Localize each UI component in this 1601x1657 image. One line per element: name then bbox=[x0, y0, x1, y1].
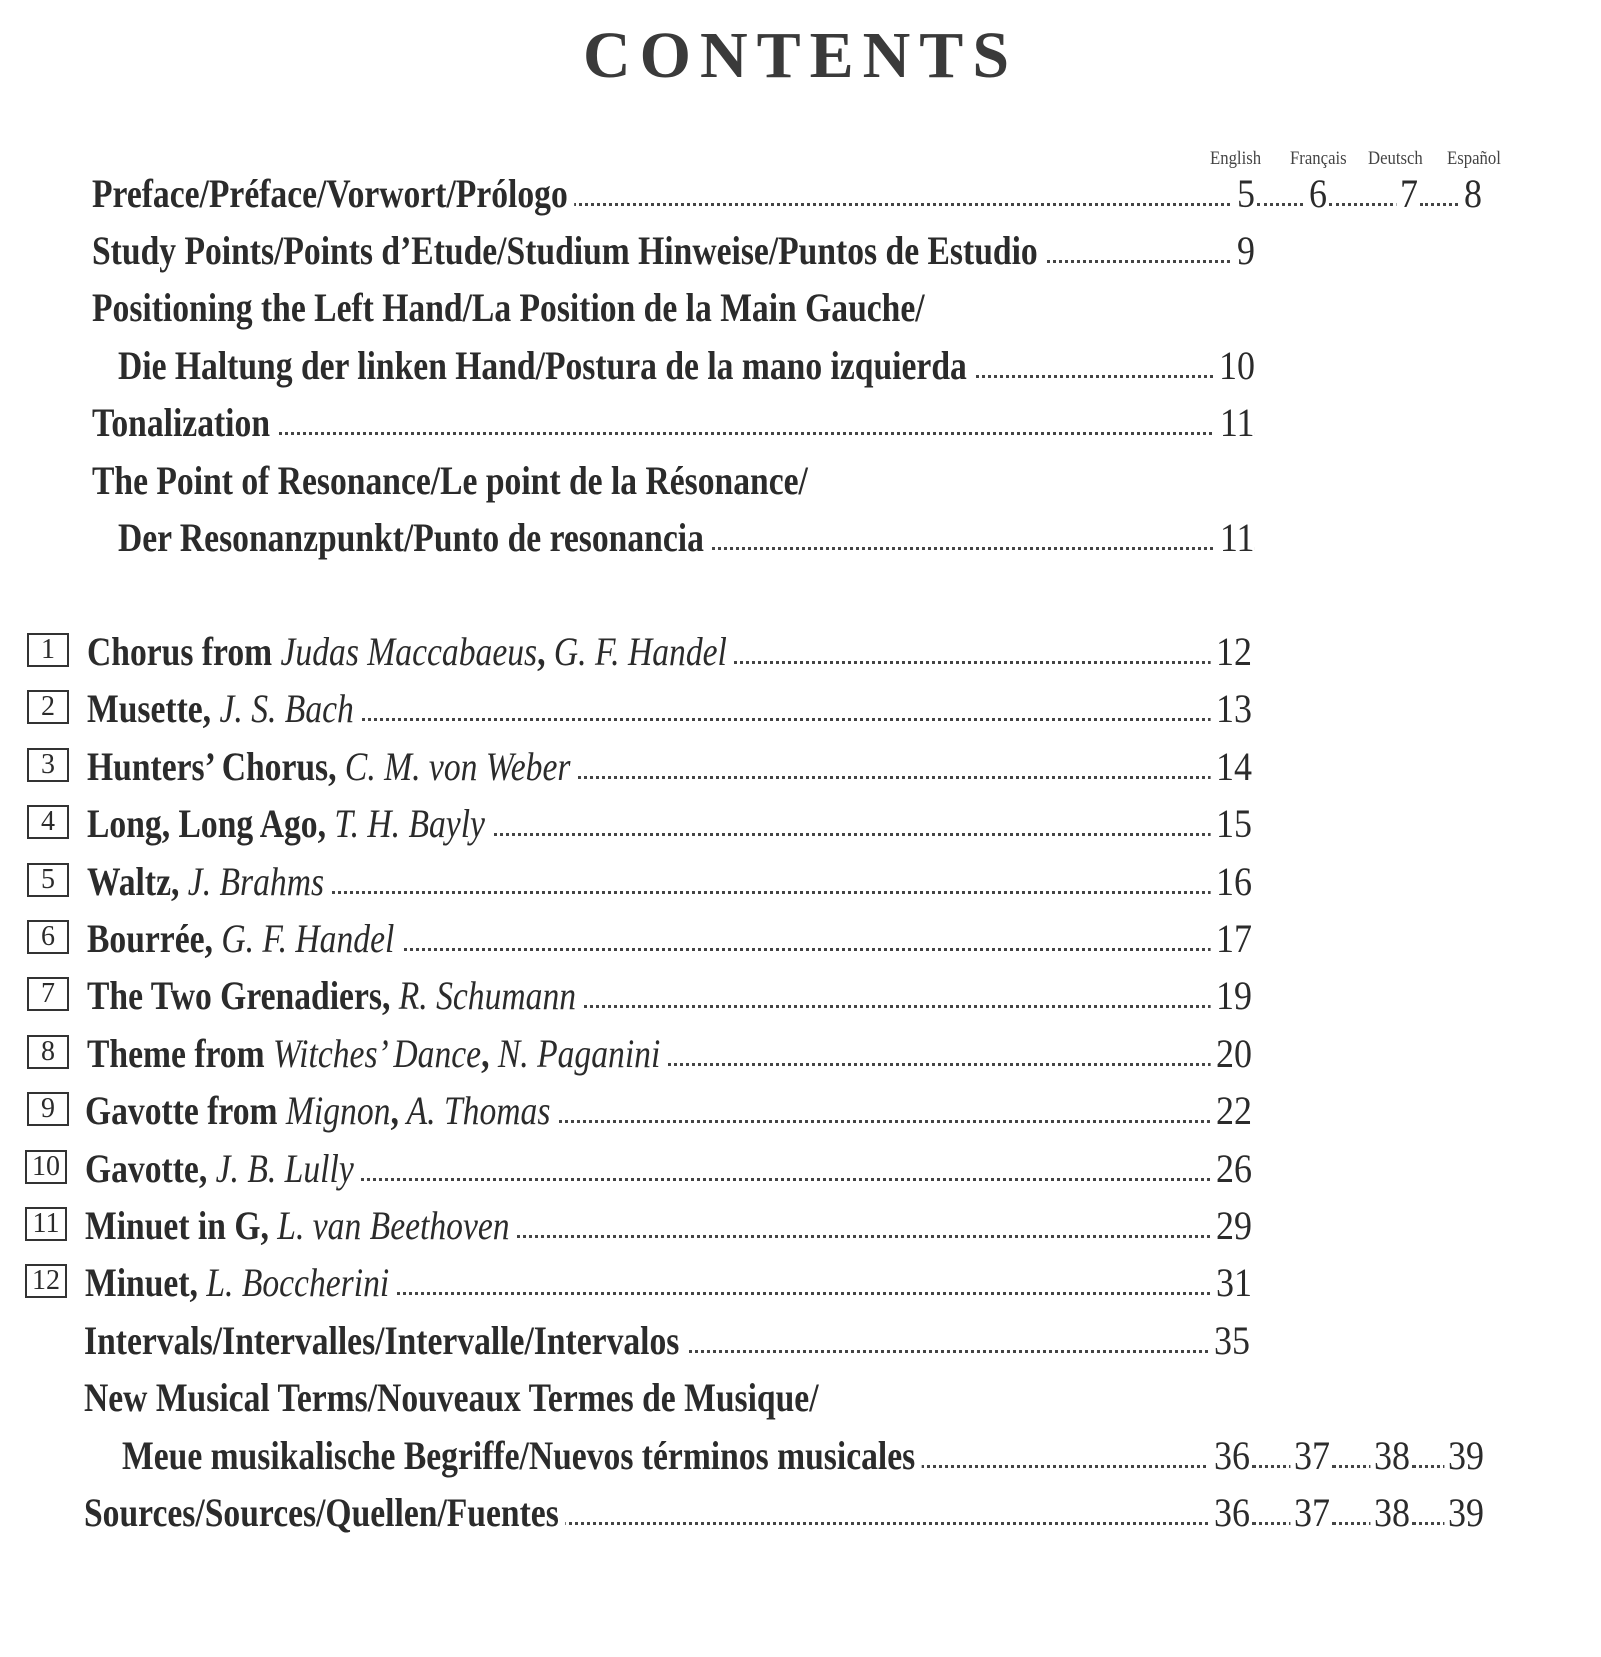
toc-entry-piece[interactable] bbox=[87, 973, 1252, 1019]
entry-title: Tonalization bbox=[92, 400, 271, 445]
toc-entry-piece[interactable] bbox=[87, 744, 1252, 790]
toc-entry-piece[interactable] bbox=[87, 629, 1252, 675]
toc-entry-preface[interactable] bbox=[92, 171, 1255, 217]
entry-title: Intervals/Intervalles/Intervalle/Intervalos bbox=[84, 1318, 680, 1363]
entry-title: New Musical Terms/Nouveaux Termes de Musique/ bbox=[84, 1375, 819, 1420]
piece-number-box: 8 bbox=[27, 1035, 69, 1069]
work-title: Mignon bbox=[285, 1088, 391, 1133]
page-number: 9 bbox=[1232, 228, 1255, 274]
entry-title: Der Resonanzpunkt/Punto de resonancia bbox=[118, 515, 704, 560]
composer-name: G. F. Handel bbox=[545, 629, 727, 674]
piece-title: Theme from bbox=[87, 1031, 274, 1076]
piece-title: Waltz, bbox=[87, 859, 180, 904]
column-header-espanol: Español bbox=[1447, 148, 1501, 169]
piece-title: Minuet in G, bbox=[85, 1203, 269, 1248]
title-comma: , bbox=[481, 1031, 490, 1076]
toc-entry-musical-terms-line2[interactable] bbox=[122, 1433, 1250, 1479]
composer-name: N. Paganini bbox=[489, 1031, 661, 1076]
page-leader-deutsch bbox=[1329, 171, 1418, 217]
entry-title: Preface/Préface/Vorwort/Prólogo bbox=[92, 171, 568, 216]
piece-number-box: 2 bbox=[27, 690, 69, 724]
page-number: 8 bbox=[1460, 171, 1482, 217]
page-number: 7 bbox=[1396, 171, 1418, 217]
page-number: 11 bbox=[1215, 515, 1255, 561]
composer-name: J. S. Bach bbox=[211, 686, 354, 731]
page-leader-francais bbox=[1252, 1490, 1330, 1536]
toc-entry-resonance-line1[interactable] bbox=[92, 458, 1255, 504]
toc-entry-sources[interactable] bbox=[84, 1490, 1250, 1536]
toc-entry-piece[interactable] bbox=[87, 801, 1252, 847]
page-leader-francais bbox=[1257, 171, 1327, 217]
page-number: 15 bbox=[1211, 801, 1252, 847]
toc-entry-tonalization[interactable] bbox=[92, 400, 1255, 446]
toc-entry-left-hand-line1[interactable] bbox=[92, 285, 1255, 331]
composer-name: J. B. Lully bbox=[207, 1146, 354, 1191]
toc-entry-piece[interactable] bbox=[87, 1031, 1252, 1077]
piece-title: Long, Long Ago, bbox=[87, 801, 327, 846]
page-number: 38 bbox=[1370, 1433, 1410, 1479]
page-number: 39 bbox=[1444, 1433, 1484, 1479]
title-comma: , bbox=[537, 629, 546, 674]
entry-title: Die Haltung der linken Hand/Postura de la mano izquierda bbox=[118, 343, 967, 388]
piece-title: Chorus from bbox=[87, 629, 281, 674]
entry-title: The Point of Resonance/Le point de la Résonance/ bbox=[92, 458, 808, 503]
piece-number-box: 3 bbox=[27, 748, 69, 782]
piece-number-box: 7 bbox=[27, 977, 69, 1011]
page-number: 31 bbox=[1211, 1260, 1252, 1306]
page-number: 37 bbox=[1290, 1490, 1330, 1536]
toc-entry-piece[interactable] bbox=[85, 1203, 1252, 1249]
work-title: Judas Maccabaeus bbox=[280, 629, 538, 674]
title-comma: , bbox=[390, 1088, 399, 1133]
page-number: 5 bbox=[1232, 171, 1255, 217]
toc-entry-musical-terms-line1[interactable] bbox=[84, 1375, 1250, 1421]
piece-number-box: 4 bbox=[27, 805, 69, 839]
page-number: 38 bbox=[1370, 1490, 1410, 1536]
toc-entry-piece[interactable] bbox=[87, 916, 1252, 962]
piece-title: Minuet, bbox=[85, 1260, 198, 1305]
page-number: 13 bbox=[1211, 686, 1252, 732]
page-number: 10 bbox=[1214, 343, 1255, 389]
page-number: 37 bbox=[1290, 1433, 1330, 1479]
piece-number-box: 10 bbox=[25, 1150, 67, 1184]
page-leader-espanol bbox=[1412, 1433, 1484, 1479]
page-leader-deutsch bbox=[1332, 1433, 1410, 1479]
page-number: 36 bbox=[1209, 1490, 1250, 1536]
entry-title: Positioning the Left Hand/La Position de la Main Gauche/ bbox=[92, 285, 925, 330]
composer-name: T. H. Bayly bbox=[326, 801, 485, 846]
piece-number-box: 6 bbox=[27, 920, 69, 954]
page-number: 14 bbox=[1211, 744, 1252, 790]
toc-entry-piece[interactable] bbox=[85, 1146, 1252, 1192]
composer-name: L. van Beethoven bbox=[268, 1203, 510, 1248]
piece-title: Bourrée, bbox=[87, 916, 213, 961]
page-number: 39 bbox=[1444, 1490, 1484, 1536]
page-number: 17 bbox=[1211, 916, 1252, 962]
column-header-francais: Français bbox=[1290, 148, 1347, 169]
column-header-english: English bbox=[1210, 148, 1262, 169]
page-number: 11 bbox=[1215, 400, 1255, 446]
entry-title: Meue musikalische Begriffe/Nuevos términos musicales bbox=[122, 1433, 916, 1478]
piece-title: Hunters’ Chorus, bbox=[87, 744, 337, 789]
page-leader-espanol bbox=[1412, 1490, 1484, 1536]
toc-entry-piece[interactable] bbox=[87, 686, 1252, 732]
page-number: 12 bbox=[1211, 629, 1252, 675]
page-title: CONTENTS bbox=[582, 19, 1019, 92]
piece-number-box: 11 bbox=[25, 1207, 67, 1241]
piece-number-box: 5 bbox=[27, 863, 69, 897]
composer-name: L. Boccherini bbox=[197, 1260, 390, 1305]
toc-entry-piece[interactable] bbox=[87, 859, 1252, 905]
toc-entry-left-hand-line2[interactable] bbox=[118, 343, 1255, 389]
toc-entry-resonance-line2[interactable] bbox=[118, 515, 1255, 561]
page-number: 20 bbox=[1211, 1031, 1252, 1077]
piece-title: The Two Grenadiers, bbox=[87, 973, 391, 1018]
composer-name: G. F. Handel bbox=[212, 916, 395, 961]
page-number: 6 bbox=[1305, 171, 1327, 217]
page-number: 36 bbox=[1209, 1433, 1250, 1479]
page-number: 16 bbox=[1211, 859, 1252, 905]
piece-title: Gavotte from bbox=[85, 1088, 286, 1133]
composer-name: A. Thomas bbox=[398, 1088, 551, 1133]
page-leader-francais bbox=[1252, 1433, 1330, 1479]
piece-number-box: 1 bbox=[27, 633, 69, 667]
work-title: Witches’ Dance bbox=[273, 1031, 482, 1076]
piece-number-box: 12 bbox=[25, 1264, 67, 1298]
piece-number-box: 9 bbox=[27, 1092, 69, 1126]
composer-name: R. Schumann bbox=[390, 973, 577, 1018]
page-leader-deutsch bbox=[1332, 1490, 1410, 1536]
entry-title: Sources/Sources/Quellen/Fuentes bbox=[84, 1490, 559, 1535]
page-number: 35 bbox=[1209, 1318, 1250, 1364]
page-leader-espanol bbox=[1420, 171, 1482, 217]
page-number: 29 bbox=[1211, 1203, 1252, 1249]
page-number: 19 bbox=[1211, 973, 1252, 1019]
page-number: 22 bbox=[1211, 1088, 1252, 1134]
composer-name: J. Brahms bbox=[179, 859, 325, 904]
toc-entry-study-points[interactable] bbox=[92, 228, 1255, 274]
column-header-deutsch: Deutsch bbox=[1368, 148, 1423, 169]
page-number: 26 bbox=[1211, 1146, 1252, 1192]
composer-name: C. M. von Weber bbox=[336, 744, 571, 789]
entry-title: Study Points/Points d’Etude/Studium Hinweise/Puntos de Estudio bbox=[92, 228, 1038, 273]
toc-entry-intervals[interactable] bbox=[84, 1318, 1250, 1364]
piece-title: Gavotte, bbox=[85, 1146, 208, 1191]
piece-title: Musette, bbox=[87, 686, 212, 731]
toc-entry-piece[interactable] bbox=[85, 1260, 1252, 1306]
toc-entry-piece[interactable] bbox=[85, 1088, 1252, 1134]
